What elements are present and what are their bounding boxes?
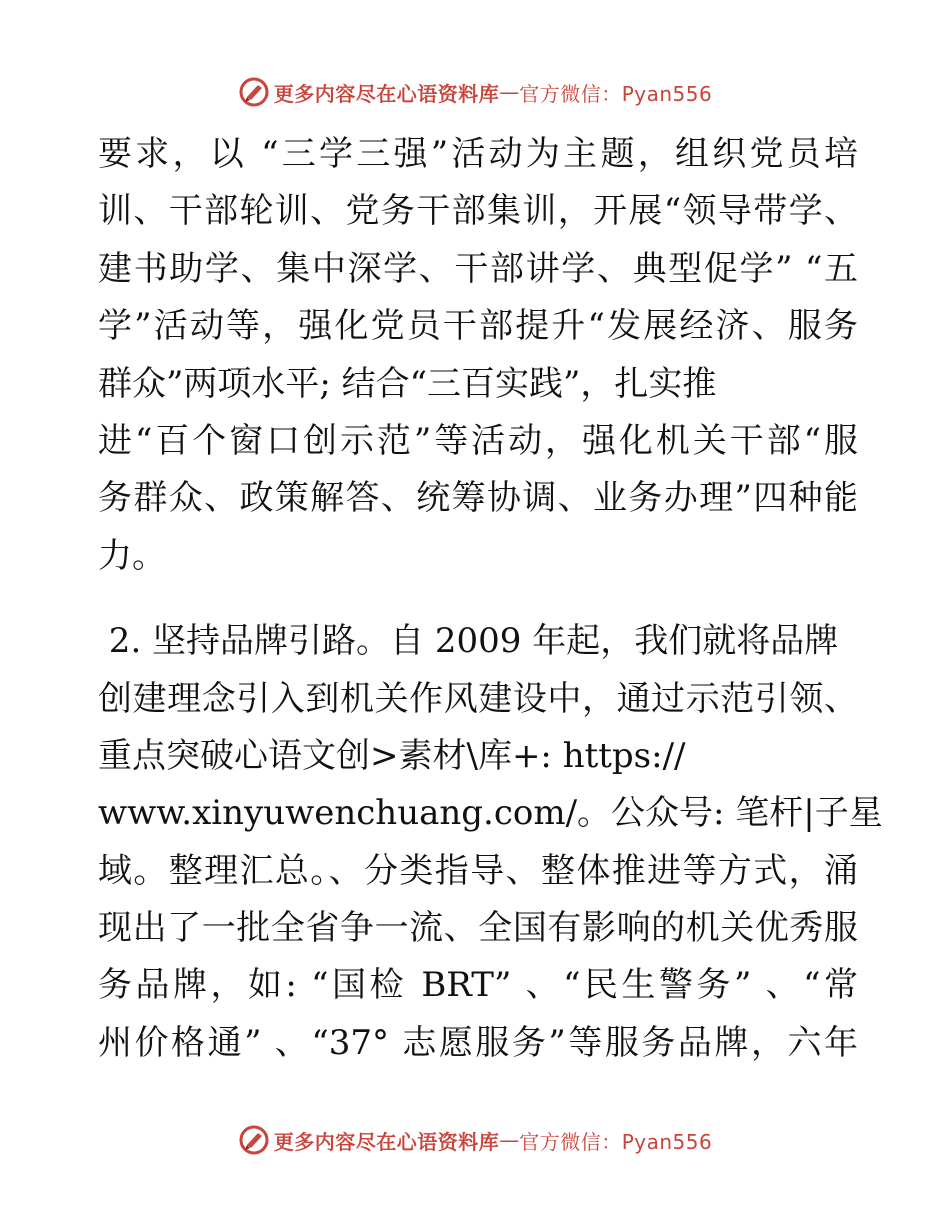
paragraph-2 bbox=[98, 613, 883, 1072]
brand-logo-icon bbox=[238, 76, 270, 108]
brand-logo-icon bbox=[238, 1124, 270, 1156]
text-line: 重点突破心语文创>素材\库+: https:// bbox=[98, 735, 686, 776]
text-line: 创建理念引入到机关作风建设中，通过示范引领、 bbox=[98, 678, 858, 719]
text-line: 2. 坚持品牌引路。自 2009 年起，我们就将品牌 bbox=[98, 621, 839, 662]
text-line: 务群众、政策解答、统筹协调、业务办理”四种能 bbox=[98, 478, 858, 519]
header-banner bbox=[0, 74, 950, 110]
banner-separator: — bbox=[499, 1128, 520, 1152]
text-line: 力。 bbox=[98, 535, 166, 576]
text-line: 现出了一批全省争一流、全国有影响的机关优秀服 bbox=[98, 908, 858, 949]
text-line: 州价格通” 、“37° 志愿服务”等服务品牌，六年 bbox=[98, 1022, 858, 1063]
footer-banner bbox=[0, 1122, 950, 1158]
banner-wechat: 官方微信：Pyan556 bbox=[519, 81, 713, 106]
text-line: 进“百个窗口创示范”等活动，强化机关干部“服 bbox=[98, 420, 858, 461]
text-line: 训、干部轮训、党务干部集训，开展“领导带学、 bbox=[98, 191, 858, 232]
paragraph-1 bbox=[98, 126, 858, 585]
banner-title: 更多内容尽在心语资料库 bbox=[273, 81, 500, 106]
banner-wechat: 官方微信：Pyan556 bbox=[519, 1129, 713, 1154]
banner-separator: — bbox=[499, 80, 520, 104]
text-line: 学”活动等，强化党员干部提升“发展经济、服务 bbox=[98, 306, 858, 347]
text-line: 建书助学、集中深学、干部讲学、典型促学” “五 bbox=[98, 248, 858, 289]
text-line: 域。整理汇总。、分类指导、整体推进等方式，涌 bbox=[98, 850, 858, 891]
text-line: 务品牌，如: “国检 BRT” 、“民生警务” 、“常 bbox=[98, 965, 858, 1006]
paragraph-gap bbox=[98, 585, 858, 613]
text-line: www.xinyuwenchuang.com/。公众号: 笔杆|子星 bbox=[98, 793, 883, 834]
document-body bbox=[98, 126, 883, 1072]
text-line: 群众”两项水平; 结合“三百实践”，扎实推 bbox=[98, 363, 717, 404]
text-line: 要求，以 “三学三强”活动为主题，组织党员培 bbox=[98, 134, 858, 174]
banner-title: 更多内容尽在心语资料库 bbox=[273, 1129, 500, 1154]
